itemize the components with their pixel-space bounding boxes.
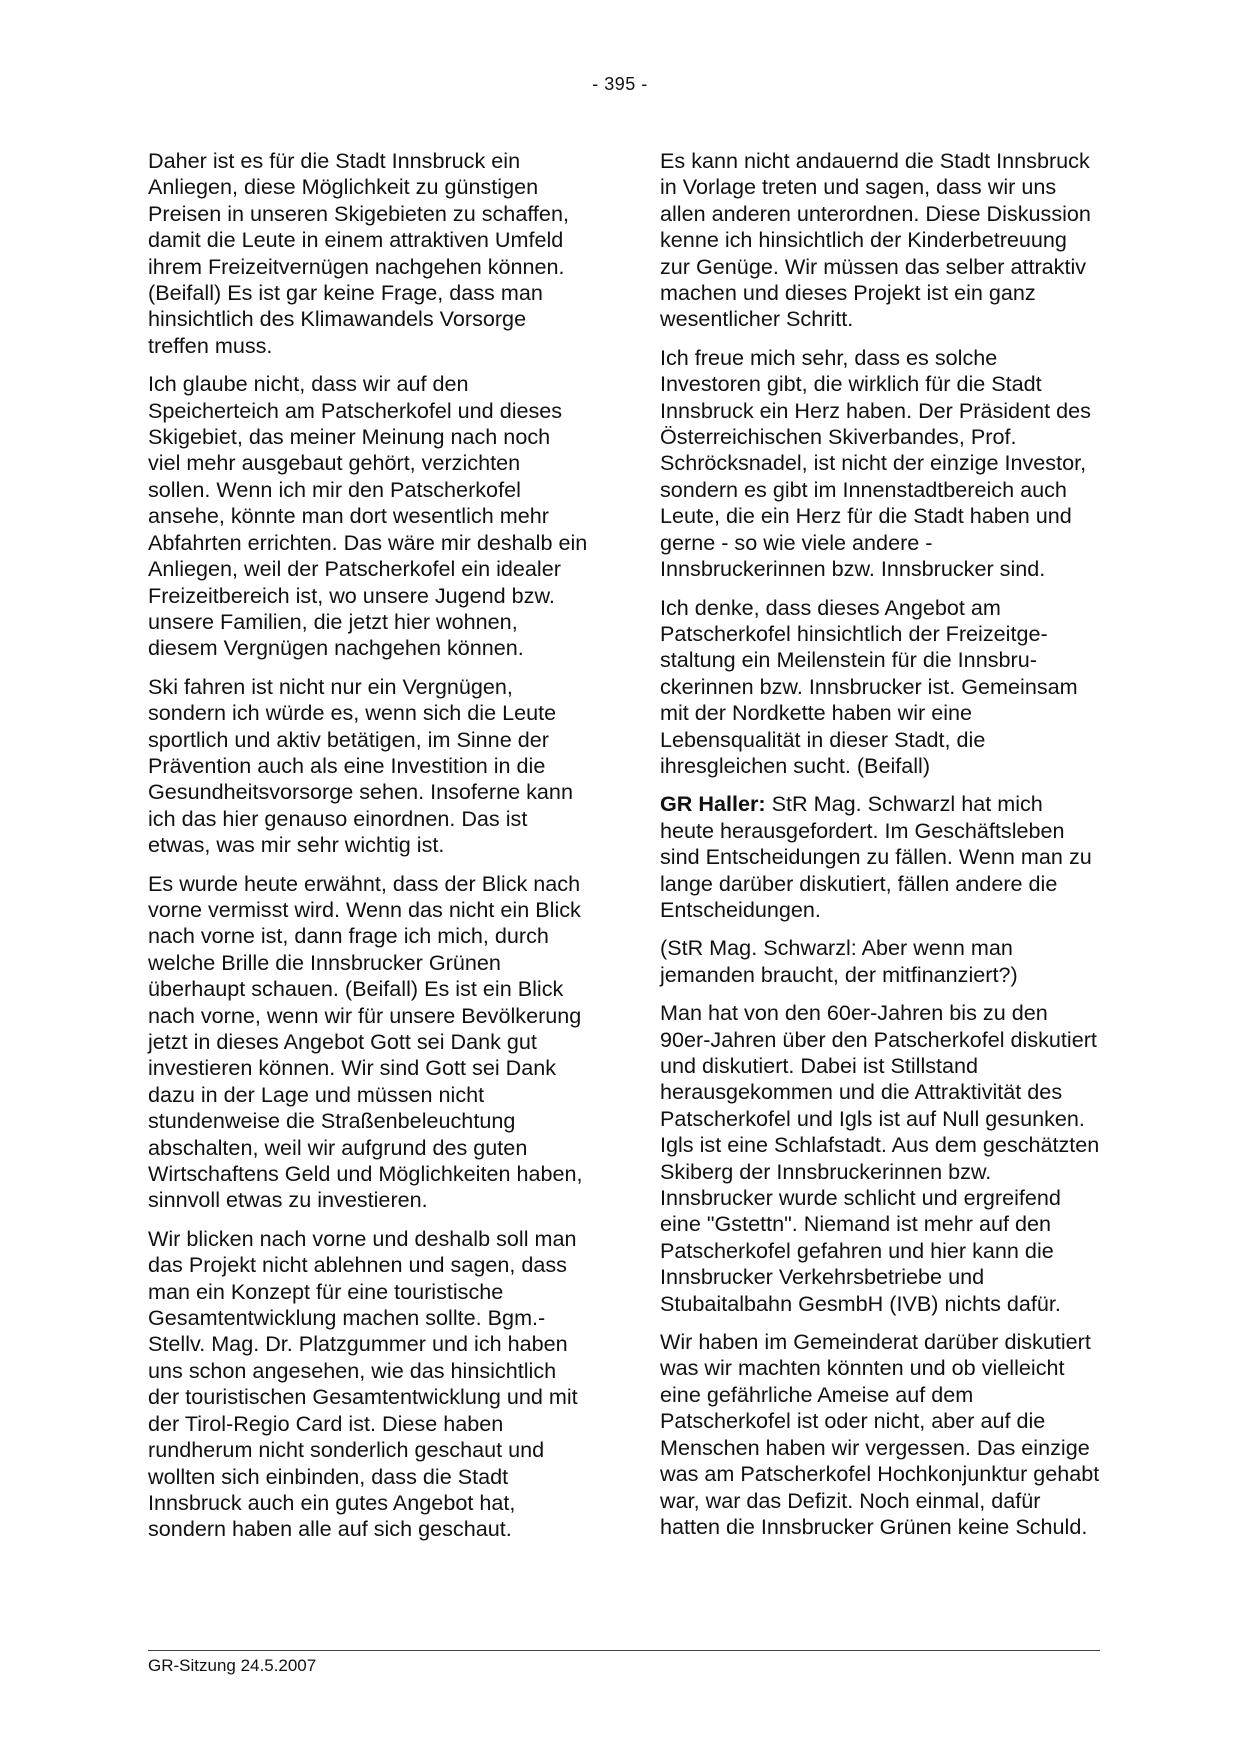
paragraph: Daher ist es für die Stadt Innsbruck ein Anliegen, diese Möglichkeit zu günstigen Preisen in unseren Skigebieten zu schaffen, damit die Leute in einem attraktiven Umfeld ihrem Freizeitvernügen nachgehen können. (Beifall) Es ist gar keine Frage, dass man hinsichtlich des Klimawandels Vorsorge treffen muss.	[148, 148, 569, 358]
footer-text: GR-Sitzung 24.5.2007	[148, 1656, 317, 1675]
paragraph: Es wurde heute erwähnt, dass der Blick nach vorne vermisst wird. Wenn das nicht ein Blick nach vorne ist, dann frage ich mich, durch welche Brille die Innsbrucker Grünen überhaupt schauen. (Beifall) Es ist ein Blick nach vorne, wenn wir für unsere Bevölkerung jetzt in dieses Angebot Gott sei Dank gut investieren können. Wir sind Gott sei Dank dazu in der Lage und müssen nicht stundenweise die Straßenbeleuchtung abschalten, weil wir aufgrund des guten Wirtschaftens Geld und Möglichkeiten haben, sinnvoll etwas zu investieren.	[148, 870, 583, 1213]
paragraph: Ich denke, dass dieses Angebot am Patscherkofel hinsichtlich der Freizeitgestaltung ein Meilenstein für die Innsbruckerinnen bzw. Innsbrucker ist. Gemeinsam mit der Nordkette haben wir eine Lebensqualität in dieser Stadt, die ihresgleichen sucht. (Beifall)	[660, 594, 1078, 778]
left-column	[148, 148, 588, 1555]
speaker-text: StR Mag. Schwarzl hat mich heute herausgefordert. Im Geschäftsleben sind Entscheidungen zu fällen. Wenn man zu lange darüber diskutiert, fällen andere die Entscheidungen.	[660, 791, 1092, 922]
paragraph: Ich glaube nicht, dass wir auf den Speicherteich am Patscherkofel und dieses Skigebiet, das meiner Meinung nach noch viel mehr ausgebaut gehört, verzichten sollen. Wenn ich mir den Patscherkofel ansehe, könnte man dort wesentlich mehr Abfahrten errichten. Das wäre mir deshalb ein Anliegen, weil der Patscherkofel ein idealer Freizeitbereich ist, wo unsere Jugend bzw. unsere Familien, die jetzt hier wohnen, diesem Vergnügen nachgehen können.	[148, 371, 588, 661]
paragraph: Wir blicken nach vorne und deshalb soll man das Projekt nicht ablehnen und sagen, dass man ein Konzept für eine touristische Gesamtentwicklung machen sollte. Bgm.-Stellv. Mag. Dr. Platzgummer und ich haben uns schon angesehen, wie das hinsichtlich der touristischen Gesamtentwicklung und mit der Tirol-Regio Card ist. Diese haben rundherum nicht sonderlich geschaut und wollten sich einbinden, dass die Stadt Innsbruck auch ein gutes Angebot hat, sondern haben alle auf sich geschaut.	[148, 1225, 578, 1542]
paragraph: Wir haben im Gemeinderat darüber diskutiert was wir machten könnten und ob vielleicht eine gefährliche Ameise auf dem Patscherkofel ist oder nicht, aber auf die Menschen haben wir vergessen. Das einzige was am Patscherkofel Hochkonjunktur gehabt war, war das Defizit. Noch einmal, dafür hatten die Innsbrucker Grünen keine Schuld.	[660, 1329, 1100, 1539]
right-column	[660, 148, 1100, 1552]
speaker-paragraph	[660, 791, 1100, 923]
paragraph: Ski fahren ist nicht nur ein Vergnügen, sondern ich würde es, wenn sich die Leute sportlich und aktiv betätigen, im Sinne der Prävention auch als eine Investition in die Gesundheitsvorsorge sehen. Insoferne kann ich das hier genauso einordnen. Das ist etwas, was mir sehr wichtig ist.	[148, 673, 573, 858]
footer-divider	[148, 1650, 1100, 1651]
speaker-name: GR Haller:	[660, 791, 766, 817]
paragraph: Ich freue mich sehr, dass es solche Investoren gibt, die wirklich für die Stadt Innsbruck ein Herz haben. Der Präsident des Österreichischen Skiverbandes, Prof. Schröcksnadel, ist nicht der einzige Investor, sondern es gibt im Innenstadtbereich auch Leute, die ein Herz für die Stadt haben und gerne - so wie viele andere - Innsbruckerinnen bzw. Innsbrucker sind.	[660, 344, 1091, 582]
paragraph: Es kann nicht andauernd die Stadt Innsbruck in Vorlage treten und sagen, dass wir uns allen anderen unterordnen. Diese Diskussion kenne ich hinsichtlich der Kinderbetreuung zur Genüge. Wir müssen das selber attraktiv machen und dieses Projekt ist ein ganz wesentlicher Schritt.	[660, 148, 1091, 332]
interjection: (StR Mag. Schwarzl: Aber wenn man jemanden braucht, der mitfinanziert?)	[660, 935, 1018, 987]
page-number: - 395 -	[592, 74, 648, 94]
paragraph: Man hat von den 60er-Jahren bis zu den 90er-Jahren über den Patscherkofel diskutiert und diskutiert. Dabei ist Stillstand herausgekommen und die Attraktivität des Patscherkofel und Igls ist auf Null gesunken. Igls ist eine Schlafstadt. Aus dem geschätzten Skiberg der Innsbruckerinnen bzw. Innsbrucker wurde schlicht und ergreifend eine "Gstettn". Niemand ist mehr auf den Patscherkofel gefahren und hier kann die Innsbrucker Verkehrsbetriebe und Stubaitalbahn GesmbH (IVB) nichts dafür.	[660, 1000, 1100, 1316]
